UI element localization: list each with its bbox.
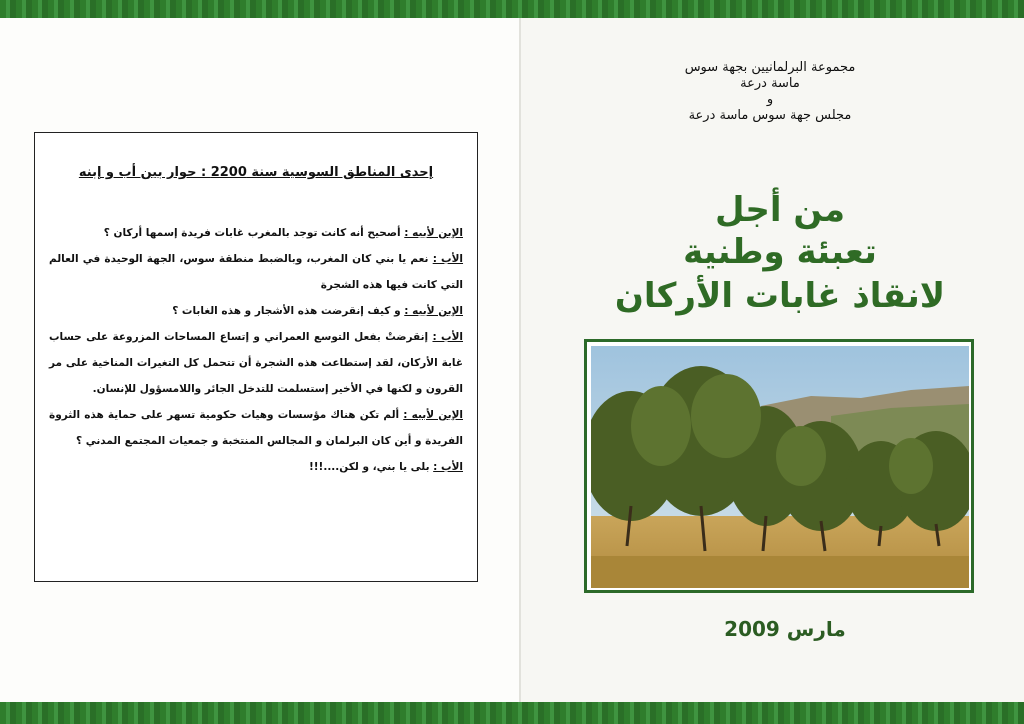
publication-date: مارس 2009 [724, 617, 846, 641]
dialogue-box [34, 132, 478, 582]
dialogue-entry [49, 454, 463, 480]
fold-line [519, 18, 521, 702]
dialogue-entry [49, 220, 463, 246]
dialogue-text: بلى يا بني، و لكن....!!! [308, 461, 430, 473]
organizer-header [620, 60, 920, 124]
dialogue-heading: إحدى المناطق السوسية سنة 2200 : حوار بين أب و إبنه [78, 165, 434, 180]
top-decorative-band [0, 0, 1024, 18]
campaign-title [570, 190, 990, 318]
dialogue-text: ألم تكن هناك مؤسسات وهيات حكومية تسهر على حماية هذه الثروة الفريدة و أين كان البرلمان و المجالس المنتخبة و جمعيات المجتمع المدني ؟ [49, 409, 463, 447]
bottom-decorative-band [0, 702, 1024, 724]
dialogue-entry [49, 402, 463, 454]
dialogue-text: نعم يا بني كان المغرب، وبالضبط منطقة سوس، الجهة الوحيدة في العالم التي كانت فيها هذه الشجرة [49, 253, 463, 291]
dialogue-speaker: الأب : [433, 461, 463, 473]
header-line-2: ماسة درعة [740, 76, 800, 91]
dialogue-entry [49, 324, 463, 402]
header-line-1: مجموعة البرلمانيين بجهة سوس [684, 60, 856, 75]
title-line-3: لانقاذ غابات الأركان [614, 276, 946, 316]
dialogue-speaker: الإبن لأبيه : [403, 409, 463, 421]
dialogue-text: و كيف إنقرضت هذه الأشجار و هذه الغابات ؟ [172, 305, 401, 317]
dialogue-speaker: الأب : [432, 253, 464, 265]
dialogue-text: أصحيح أنه كانت توجد بالمغرب غابات فريدة إسمها أركان ؟ [103, 227, 401, 239]
title-line-2: تعبئة وطنية [683, 232, 877, 272]
dialogue-text: إنقرضتْ بفعل التوسع العمراني و إتساع المساحات المزروعة على حساب غابة الأركان، لقد إستطاعت هذه الشجرة أن تتحمل كل التغيرات المناخية على مر القرون و لكنها في الأخير إستسلمت للتدخل الجائر واللامسؤول للإنسان. [49, 331, 463, 395]
dialogue-entry [49, 298, 463, 324]
argan-forest-photo [584, 339, 974, 593]
dialogue-speaker: الإبن لأبيه : [404, 227, 463, 239]
header-line-3: و [766, 92, 774, 107]
title-line-1: من أجل [715, 190, 845, 230]
header-line-4: مجلس جهة سوس ماسة درعة [688, 108, 852, 123]
dialogue-speaker: الأب : [432, 331, 463, 343]
argan-trees-illustration [591, 346, 969, 588]
dialogue-entry [49, 246, 463, 298]
dialogue-speaker: الإبن لأبيه : [404, 305, 463, 317]
